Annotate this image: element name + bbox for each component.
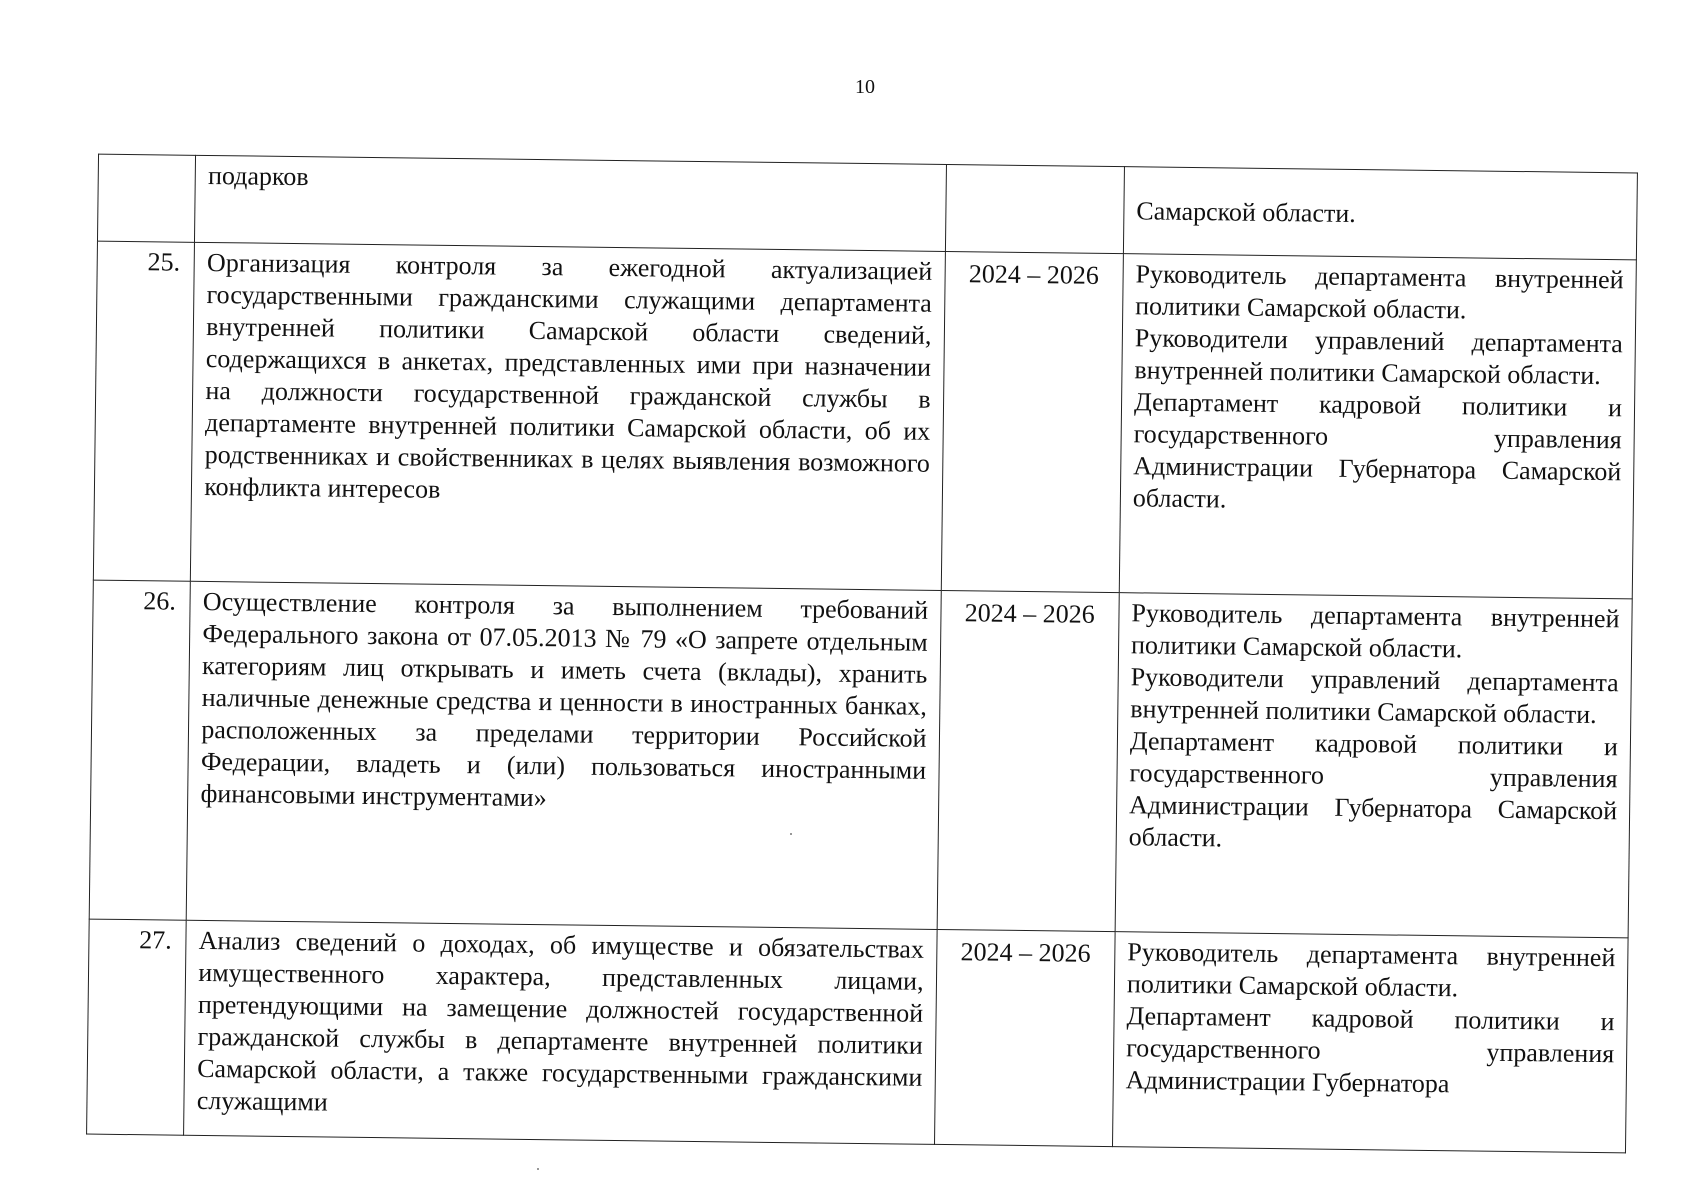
period-cell	[945, 164, 1124, 253]
table-row	[93, 241, 1636, 599]
period: 2024 – 2026	[941, 251, 1124, 592]
row-number: 26.	[89, 580, 190, 920]
period: 2024 – 2026	[934, 929, 1115, 1146]
page-number: 10	[855, 76, 875, 98]
responsible-entry: Руководитель департамента внутренней политики Самарской области.	[1130, 598, 1620, 664]
period: 2024 – 2026	[937, 590, 1120, 931]
responsible-entry: Руководители управлений департамента внутренней политики Самарской области.	[1130, 662, 1619, 729]
responsible-cell	[1112, 932, 1628, 1153]
measure-description: подарков	[195, 155, 946, 251]
responsible-cell	[1119, 254, 1636, 599]
row-number: 25.	[93, 241, 194, 581]
row-number-cell	[97, 154, 195, 242]
responsible-cell	[1123, 167, 1637, 260]
responsible-entry: Департамент кадровой политики и государственного управления Администрации Губернатора Самарской области.	[1132, 387, 1623, 514]
responsible-cell	[1115, 593, 1632, 938]
measure-description: Осуществление контроля за выполнением требований Федерального закона от 07.05.2013 № 79 «О запрете отдельным категориям лиц открывать и иметь счета (вклады), хранить наличные денежные средства и ценности в иностранных банках, расположенных за пределами территории Российской Федерации, владеть и (или) пользоваться иностранными финансовыми инструментами»	[187, 581, 941, 929]
measures-table	[86, 154, 1638, 1154]
responsible-entry: Руководители управлений департамента внутренней политики Самарской области.	[1134, 323, 1624, 391]
measure-description: Анализ сведений о доходах, об имуществе и обязательствах имущественного характера, представленных лицами, претендующими на замещение должностей государственной гражданской службы в департаменте внутренней политики Самарской области, а также государственными гражданскими служащими	[184, 920, 937, 1144]
responsible-entry: Самарской области.	[1136, 196, 1356, 228]
responsible-entry: Руководитель департамента внутренней политики Самарской области.	[1126, 937, 1616, 1003]
measure-description: Организация контроля за ежегодной актуализацией государственными гражданскими служащими департамента внутренней политики Самарской области сведений, содержащихся в анкетах, представленных ими при назначении на должности государственной гражданской службы в департаменте внутренней политики Самарской области, об их родственниках и свойственниках в целях выявления возможного конфликта интересов	[191, 242, 945, 590]
responsible-entry: Руководитель департамента внутренней политики Самарской области.	[1135, 259, 1624, 325]
responsible-entry: Департамент кадровой политики и государственного управления Администрации Губернатора Самарской области.	[1128, 726, 1619, 853]
scan-speck	[790, 833, 792, 835]
table-row	[87, 919, 1629, 1153]
scan-speck	[537, 1168, 539, 1170]
responsible-entry: Департамент кадровой политики и государственного управления Администрации Губернатора	[1125, 1001, 1615, 1099]
row-number: 27.	[87, 919, 187, 1135]
table-row	[89, 580, 1632, 938]
